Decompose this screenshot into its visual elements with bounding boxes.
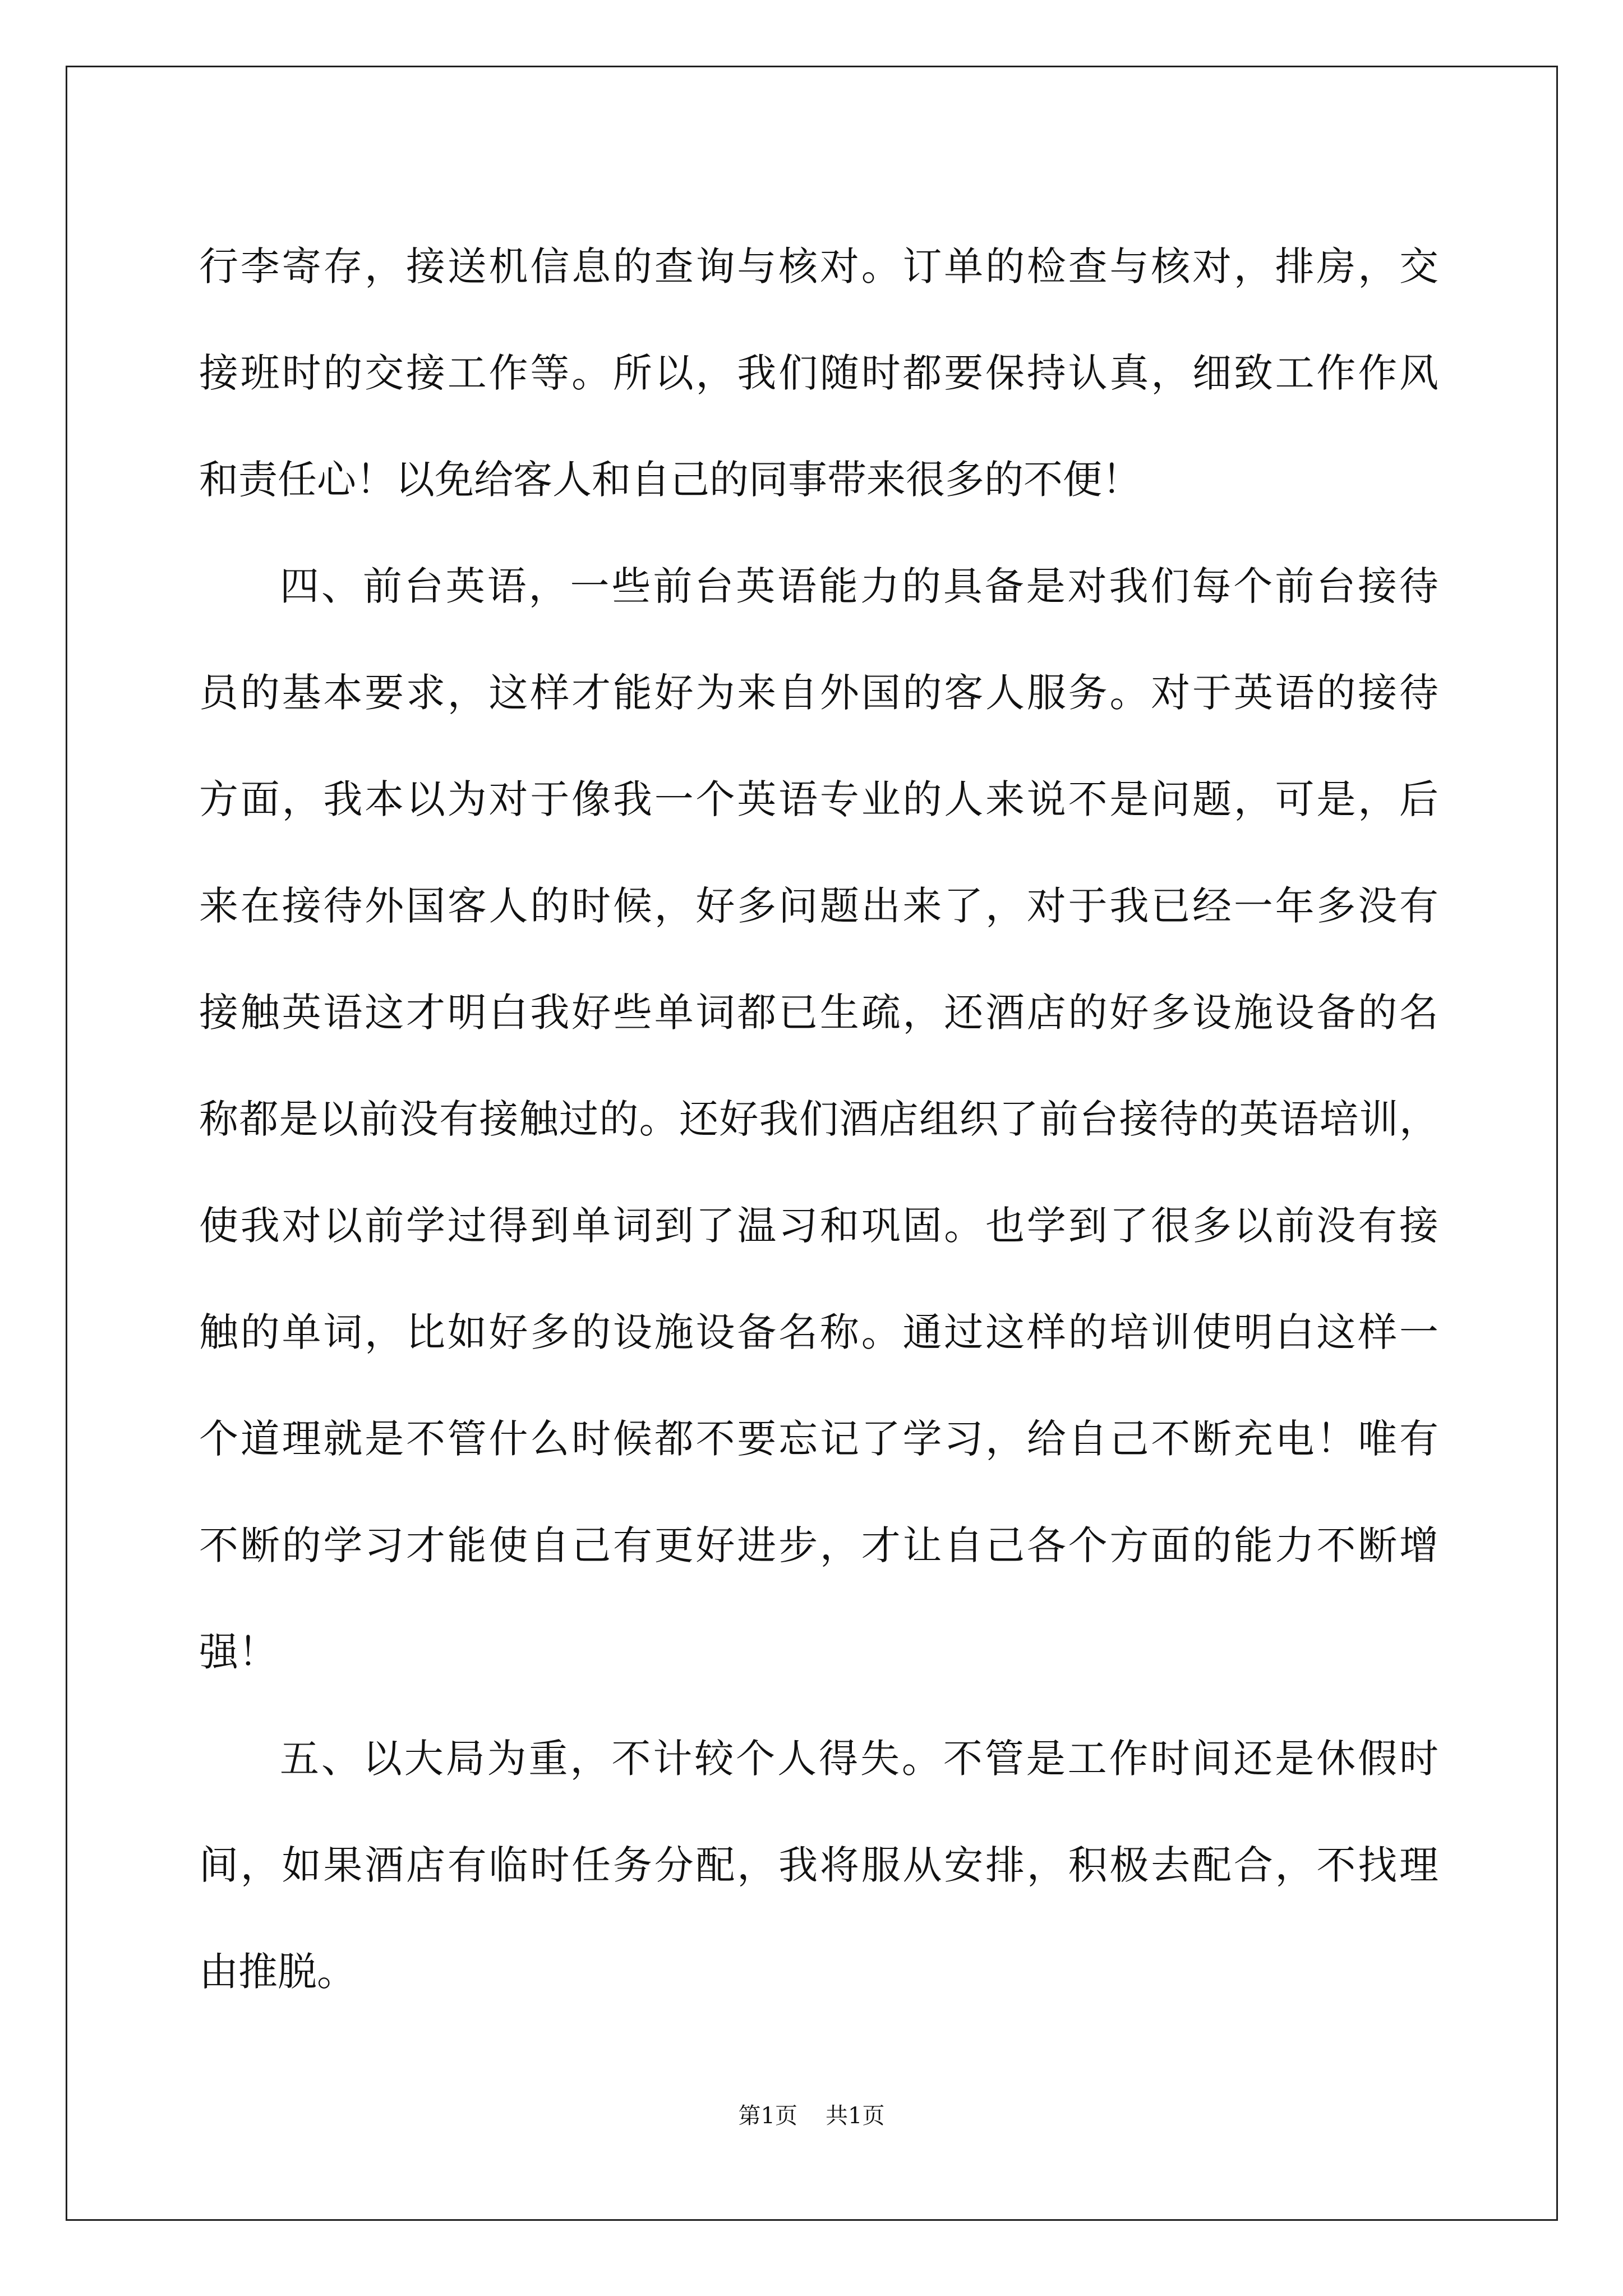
text-line: 触的单词，比如好多的设施设备名称。通过这样的培训使明白这样一 [199, 1309, 1438, 1355]
page-footer [0, 2099, 1623, 2133]
text-line: 来在接待外国客人的时候，好多问题出来了，对于我已经一年多没有 [199, 883, 1438, 929]
text-line: 由推脱。 [199, 1949, 356, 1995]
text-line: 称都是以前没有接触过的。还好我们酒店组织了前台接待的英语培训， [199, 1096, 1438, 1142]
text-line: 和责任心！以免给客人和自己的同事带来很多的不便！ [199, 457, 1141, 503]
text-line: 方面，我本以为对于像我一个英语专业的人来说不是问题，可是，后 [199, 776, 1438, 822]
page-number-total: 共1页 [826, 2103, 885, 2129]
text-line: 员的基本要求，这样才能好为来自外国的客人服务。对于英语的接待 [199, 670, 1438, 716]
text-line: 使我对以前学过得到单词到了温习和巩固。也学到了很多以前没有接 [199, 1203, 1438, 1249]
text-line: 接班时的交接工作等。所以，我们随时都要保持认真，细致工作作风 [199, 350, 1438, 396]
text-line: 个道理就是不管什么时候都不要忘记了学习，给自己不断充电！唯有 [199, 1416, 1438, 1462]
text-line: 不断的学习才能使自己有更好进步，才让自己各个方面的能力不断增 [199, 1522, 1438, 1568]
text-line: 强！ [199, 1629, 278, 1675]
page-number-current: 第1页 [738, 2103, 797, 2129]
paragraph-start-line: 四、前台英语，一些前台英语能力的具备是对我们每个前台接待 [280, 563, 1438, 609]
paragraph-start-line: 五、以大局为重，不计较个人得失。不管是工作时间还是休假时 [280, 1736, 1438, 1782]
document-body [199, 213, 1438, 2025]
text-line: 行李寄存，接送机信息的查询与核对。订单的检查与核对，排房，交 [199, 243, 1438, 289]
text-line: 间，如果酒店有临时任务分配，我将服从安排，积极去配合，不找理 [199, 1842, 1438, 1888]
text-line: 接触英语这才明白我好些单词都已生疏，还酒店的好多设施设备的名 [199, 990, 1438, 1036]
